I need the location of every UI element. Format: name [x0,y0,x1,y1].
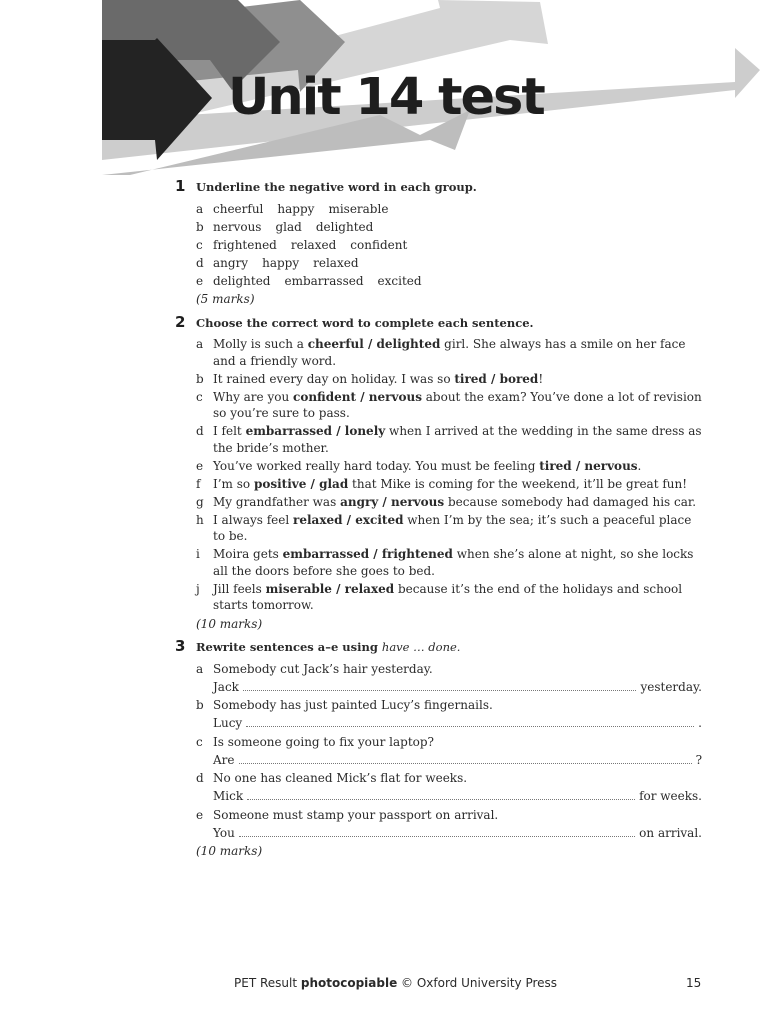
marks-label: (10 marks) [196,844,263,858]
sentence-item [196,336,702,369]
sentence-item [196,423,702,456]
sentence-item [196,371,702,388]
word-option[interactable]: glad [275,219,302,234]
answer-start: You [213,825,235,840]
sentence-before: Why are you [213,389,294,404]
sentence-item [196,476,702,493]
item-letter: e [196,273,204,288]
sentence-item [196,546,702,579]
section-header [175,178,702,196]
answer-blank[interactable] [247,788,635,800]
sentence-before: You’ve worked really hard today. You must be feeling [213,458,540,473]
item-letter: b [196,219,204,234]
item-letter: j [196,581,200,596]
word-option[interactable]: excited [377,273,422,288]
word-option[interactable]: delighted [213,273,271,288]
section-1 [175,178,702,308]
sentence-text [213,458,641,475]
answer-line [213,825,702,842]
section-number: 3 [175,637,186,655]
item-letter: h [196,512,204,527]
item-letter: a [196,661,204,676]
sentence-after: . [637,458,642,473]
answer-start: Are [213,752,235,767]
sentence-text [213,476,687,493]
word-option[interactable]: angry [213,255,249,270]
answer-start: Lucy [213,716,243,730]
word-choice[interactable]: confident / nervous [293,389,422,404]
section-number: 2 [175,312,186,331]
footer-suffix: © Oxford University Press [397,976,558,990]
sentence-text [213,423,702,456]
answer-start: Jack [213,679,239,694]
word-groups [175,201,702,290]
word-option[interactable]: confident [350,237,408,252]
sentence-item [196,512,702,545]
original-sentence: Somebody has just painted Lucy’s fingernails. [213,698,493,712]
sentence-text [213,336,702,369]
footer-bold: photocopiable [300,976,398,990]
answer-end: yesterday. [640,679,702,694]
answer-start: Mick [213,789,244,803]
section-2 [175,314,702,633]
word-choice[interactable]: cheerful / delighted [307,337,441,351]
section-instruction [196,639,460,656]
sentence-text [213,494,696,511]
item-letter: b [196,698,204,712]
instruction-text: Rewrite sentences a–e using [196,640,382,654]
word-group [196,201,702,218]
rewrite-list [175,661,702,842]
rewrite-item [196,807,702,824]
word-options [213,237,421,254]
item-letter: i [196,547,200,561]
word-group [196,273,702,290]
sentence-item [196,458,702,475]
word-option[interactable]: miserable [328,201,389,216]
word-choice[interactable]: positive / glad [253,476,349,491]
answer-end: . [698,716,702,730]
test-content [175,178,702,866]
word-group [196,255,702,272]
answer-line [213,679,702,696]
word-choice[interactable]: miserable / relaxed [265,581,395,596]
sentence-after: that Mike is coming for the weekend, it’ll be great fun! [348,476,688,491]
item-letter: a [196,201,204,216]
page-number: 15 [686,976,702,990]
item-letter: c [196,734,203,749]
rewrite-item [196,697,702,714]
word-options [213,255,373,272]
item-letter: b [196,371,204,386]
word-option[interactable]: embarrassed [284,273,364,288]
word-group [196,237,702,254]
sentence-after: ! [538,371,544,386]
word-group [196,219,702,236]
item-letter: e [196,807,204,822]
word-options [213,273,436,290]
marks-label: (10 marks) [196,616,263,631]
section-number: 1 [175,177,186,195]
answer-line [213,752,702,769]
answer-blank[interactable] [239,752,692,764]
item-letter: c [196,389,203,404]
word-option[interactable]: relaxed [290,237,337,252]
answer-line [213,715,702,732]
word-option[interactable]: relaxed [313,255,359,270]
sentence-text [213,389,702,422]
word-option[interactable]: delighted [315,219,374,234]
word-option[interactable]: nervous [213,219,262,234]
footer-credit [234,976,557,990]
item-letter: e [196,458,204,473]
word-choice[interactable]: angry / nervous [340,494,445,509]
word-option[interactable]: happy [277,201,315,216]
sentence-after: because somebody had damaged his car. [444,494,697,509]
section-header [175,314,702,332]
answer-blank[interactable] [243,679,636,691]
item-letter: d [196,255,204,270]
sentence-before: I felt [213,424,246,438]
sentence-after: girl. She always has a smile on her face and a friendly word. [213,337,686,368]
sentence-item [196,494,702,511]
item-letter: g [196,494,204,509]
section-header [175,638,702,656]
rewrite-item [196,734,702,751]
sentence-after: because it’s the end of the holidays and school starts tomorrow. [213,581,683,612]
section-3 [175,638,702,860]
word-choice[interactable]: relaxed / excited [293,512,404,527]
sentence-before: Moira gets [213,547,283,561]
item-letter: f [196,476,201,491]
sentence-before: Jill feels [213,581,266,596]
word-choice[interactable]: embarrassed / lonely [245,424,386,438]
answer-end: ? [695,752,702,767]
rewrite-item [196,770,702,787]
marks-label: (5 marks) [196,292,255,306]
answer-end: for weeks. [639,789,702,803]
item-letter: a [196,337,204,351]
word-options [213,219,387,236]
sentence-item [196,581,702,614]
original-sentence: No one has cleaned Mick’s flat for weeks. [213,771,468,785]
word-choice[interactable]: tired / bored [454,371,539,386]
item-letter: c [196,237,203,252]
word-option[interactable]: happy [262,255,300,270]
page-title: Unit 14 test [228,68,544,127]
sentence-text [213,546,702,579]
sentence-text [213,371,543,388]
section-instruction: Underline the negative word in each group. [196,180,477,194]
original-sentence: Is someone going to fix your laptop? [213,734,434,749]
word-choice[interactable]: embarrassed / frightened [282,547,453,561]
sentence-item [196,389,702,422]
word-option[interactable]: cheerful [213,201,264,216]
word-options [213,201,402,218]
word-choice[interactable]: tired / nervous [539,458,638,473]
original-sentence: Somebody cut Jack’s hair yesterday. [213,661,433,676]
rewrite-item [196,661,702,678]
sentence-after: about the exam? You’ve done a lot of revision so you’re sure to pass. [213,389,702,420]
sentence-after: when I arrived at the wedding in the same dress as the bride’s mother. [213,424,702,455]
sentence-list [175,336,702,614]
sentence-before: Molly is such a [213,337,308,351]
sentence-text [213,512,702,545]
section-instruction: Choose the correct word to complete each sentence. [196,315,534,330]
sentence-text [213,581,702,614]
answer-end: on arrival. [639,825,702,840]
footer-prefix: PET Result [234,976,301,990]
word-option[interactable]: frightened [213,237,277,252]
item-letter: d [196,771,204,785]
answer-blank[interactable] [246,715,694,727]
item-letter: d [196,424,204,438]
sentence-before: My grandfather was [213,494,341,509]
sentence-before: It rained every day on holiday. I was so [213,371,455,386]
sentence-before: I always feel [213,512,294,527]
sentence-after: when she’s alone at night, so she locks all the doors before she goes to bed. [213,547,694,578]
original-sentence: Someone must stamp your passport on arrival. [213,807,499,822]
answer-blank[interactable] [239,825,635,837]
instruction-italic: have … done. [381,640,461,654]
sentence-before: I’m so [213,476,254,491]
answer-line [213,788,702,805]
sentence-after: when I’m by the sea; it’s such a peaceful place to be. [213,512,692,543]
